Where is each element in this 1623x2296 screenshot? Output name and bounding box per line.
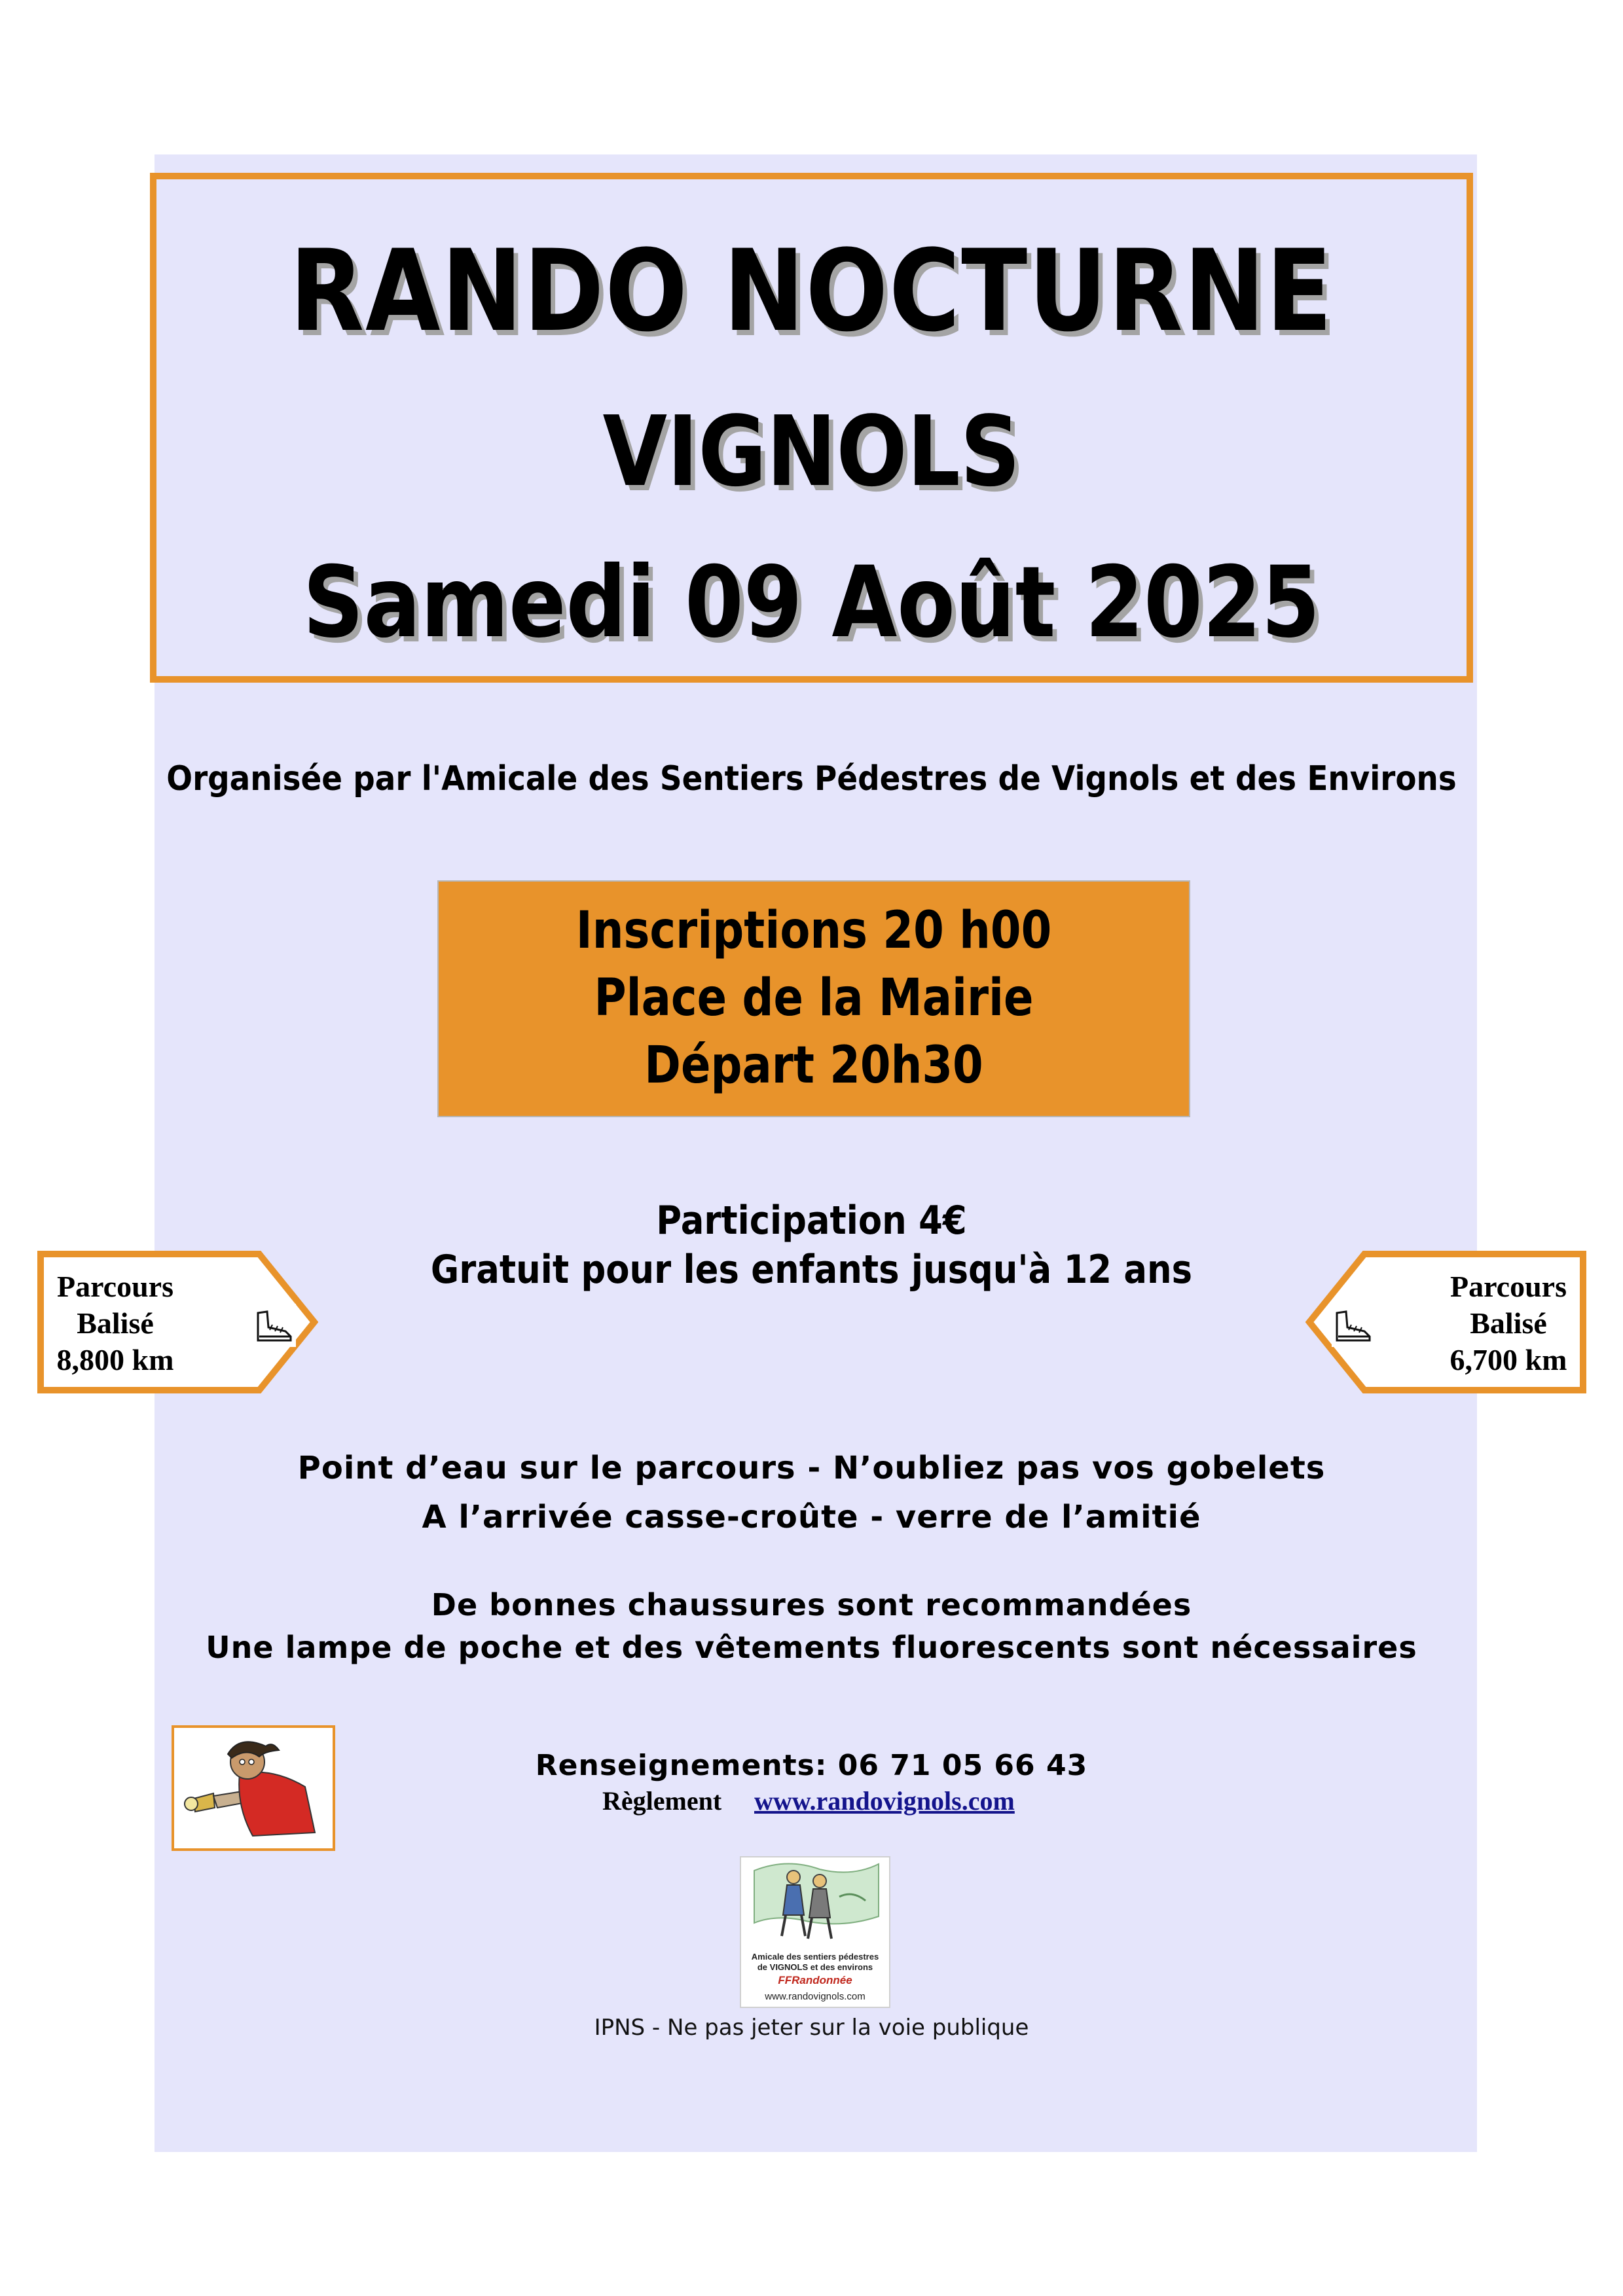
route-sign-right bbox=[1305, 1250, 1587, 1394]
arrival-note: A l’arrivée casse-croûte - verre de l’amitié bbox=[422, 1499, 1201, 1535]
route-right-label: Parcours Balisé 6,700 km bbox=[1450, 1268, 1567, 1378]
hiking-boot-icon bbox=[253, 1304, 296, 1347]
poster-date: Samedi 09 Août 2025 bbox=[302, 546, 1321, 660]
registration-time: Inscriptions 20 h00 bbox=[575, 901, 1052, 960]
website-link[interactable]: www.randovignols.com bbox=[754, 1786, 1015, 1816]
participation-fee: Participation 4€ bbox=[656, 1198, 967, 1244]
shoes-note: De bonnes chaussures sont recommandées bbox=[431, 1587, 1192, 1623]
route-right-distance: 6,700 km bbox=[1450, 1343, 1567, 1376]
free-children-note: Gratuit pour les enfants jusqu'à 12 ans bbox=[430, 1247, 1193, 1293]
hiking-boot-icon bbox=[1332, 1304, 1375, 1347]
poster-title: RANDO NOCTURNE bbox=[289, 225, 1334, 357]
route-sign-left bbox=[37, 1250, 318, 1394]
association-logo: Amicale des sentiers pédestres de VIGNOLS et des environs FFRandonnée www.randovignols.com bbox=[740, 1856, 890, 2008]
water-point-note: Point d’eau sur le parcours - N’oubliez pas vos gobelets bbox=[297, 1450, 1326, 1486]
federation-logo-text: FFRandonnée bbox=[778, 1974, 852, 1986]
route-left-distance: 8,800 km bbox=[56, 1343, 174, 1376]
route-left-label: Parcours Balisé 8,800 km bbox=[56, 1268, 174, 1378]
poster-location: VIGNOLS bbox=[602, 395, 1021, 508]
organizer-text: Organisée par l'Amicale des Sentiers Pédestres de Vignols et des Environs bbox=[166, 759, 1457, 798]
info-phone: Renseignements: 06 71 05 66 43 bbox=[535, 1749, 1088, 1782]
ipns-notice: IPNS - Ne pas jeter sur la voie publique bbox=[594, 2015, 1029, 2041]
registration-box bbox=[437, 880, 1190, 1117]
hiker-with-flashlight-image bbox=[172, 1725, 335, 1851]
departure-time: Départ 20h30 bbox=[644, 1036, 983, 1095]
lamp-note: Une lampe de poche et des vêtements fluorescents sont nécessaires bbox=[206, 1630, 1417, 1665]
registration-place: Place de la Mairie bbox=[594, 969, 1034, 1028]
title-frame bbox=[150, 173, 1473, 683]
rules-label: Règlement bbox=[602, 1786, 722, 1816]
